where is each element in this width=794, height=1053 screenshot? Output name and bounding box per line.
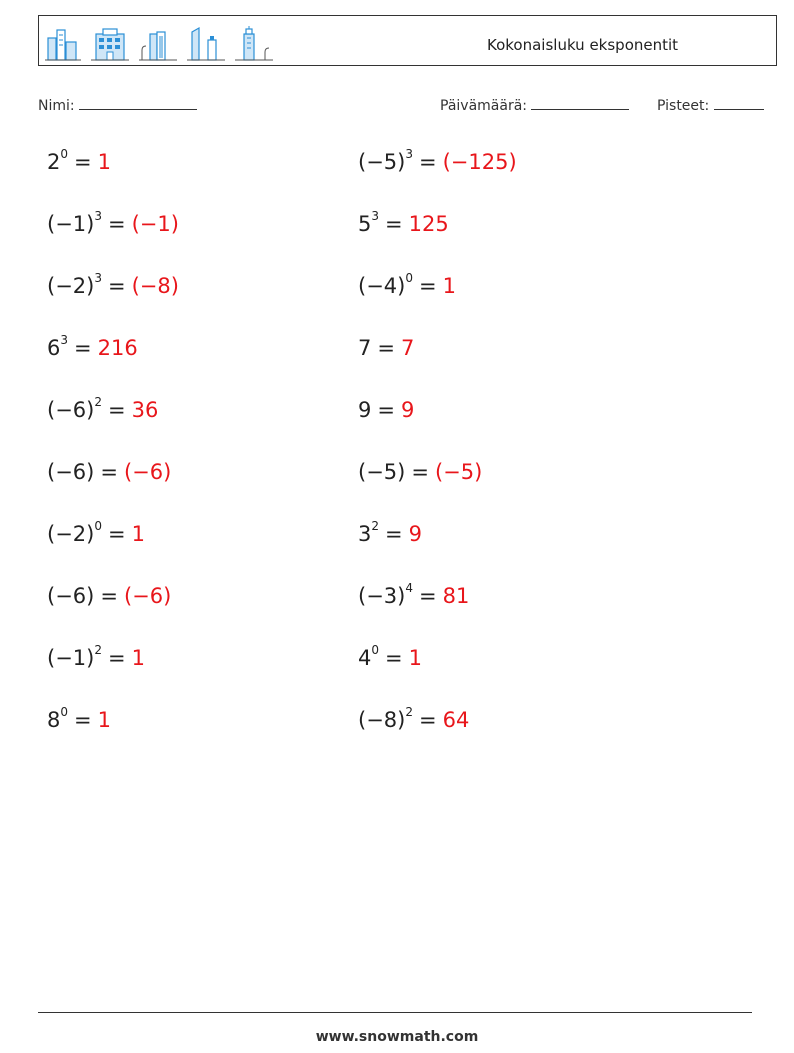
equals-sign: = (418, 150, 437, 174)
equals-sign: = (74, 336, 92, 360)
problem-exponent: 2 (94, 395, 102, 409)
problem-exponent: 0 (94, 519, 102, 533)
problem-item (47, 643, 145, 670)
problem-exponent: 3 (405, 147, 413, 161)
problem-answer: 64 (442, 708, 470, 732)
equals-sign: = (411, 460, 429, 484)
problem-answer: (−1) (131, 212, 179, 236)
problem-item (47, 333, 138, 360)
problem-item (47, 705, 111, 732)
apartment-building-icon (91, 26, 129, 62)
twin-towers-icon (187, 26, 225, 62)
problem-answer: 81 (442, 584, 470, 608)
problem-exponent: 4 (405, 581, 413, 595)
problem-base: (−8) (358, 708, 406, 732)
logo-row (45, 22, 273, 62)
problem-answer: 1 (97, 708, 111, 732)
problem-base: (−2) (47, 522, 95, 546)
problem-item (358, 398, 414, 422)
problem-answer: (−125) (442, 150, 517, 174)
problem-item (47, 519, 145, 546)
problem-answer: 216 (97, 336, 138, 360)
problem-base: (−1) (47, 212, 95, 236)
problem-answer: 1 (442, 274, 456, 298)
problem-exponent: 2 (94, 643, 102, 657)
equals-sign: = (74, 708, 92, 732)
problem-exponent: 3 (94, 271, 102, 285)
footer-url: www.snowmath.com (315, 1029, 479, 1045)
problem-base: (−1) (47, 646, 95, 670)
date-field (440, 95, 629, 114)
problem-base: 5 (358, 212, 372, 236)
score-blank[interactable] (714, 95, 764, 110)
problem-answer: (−5) (434, 460, 483, 484)
problem-base: (−3) (358, 584, 406, 608)
problem-base: (−6) (47, 398, 95, 422)
problem-answer: 9 (408, 522, 422, 546)
problem-item (47, 147, 111, 174)
problem-base: (−4) (358, 274, 406, 298)
problem-base: 4 (358, 646, 372, 670)
skyscraper-lamp-icon (139, 26, 177, 62)
equals-sign: = (107, 274, 126, 298)
equals-sign: = (107, 212, 126, 236)
problem-item (47, 584, 171, 608)
equals-sign: = (74, 150, 92, 174)
footer-divider (38, 1012, 752, 1013)
equals-sign: = (418, 274, 437, 298)
problem-item (358, 581, 470, 608)
problem-base: (−6) (47, 584, 95, 608)
problem-answer: 125 (408, 212, 449, 236)
score-field (657, 95, 764, 114)
problem-item (47, 395, 159, 422)
equals-sign: = (107, 646, 126, 670)
problem-item (47, 271, 179, 298)
problem-item (358, 643, 422, 670)
problem-answer: 7 (400, 336, 415, 360)
problem-base: (−2) (47, 274, 95, 298)
problem-answer: (−6) (123, 460, 172, 484)
problem-base: 3 (358, 522, 372, 546)
equals-sign: = (377, 398, 395, 422)
score-label: Pisteet: (657, 98, 710, 114)
problem-base: 8 (47, 708, 61, 732)
problem-item (358, 519, 422, 546)
problem-exponent: 3 (371, 209, 380, 223)
problem-exponent: 0 (60, 147, 69, 161)
equals-sign: = (107, 522, 126, 546)
problem-answer: 9 (400, 398, 415, 422)
problem-exponent: 0 (371, 643, 380, 657)
equals-sign: = (418, 584, 437, 608)
name-label: Nimi: (38, 98, 75, 114)
equals-sign: = (385, 212, 403, 236)
problem-exponent: 3 (94, 209, 102, 223)
problem-answer: 1 (131, 646, 145, 670)
problem-item (358, 460, 482, 484)
problem-answer: (−6) (123, 584, 172, 608)
problem-base: 9 (358, 398, 372, 422)
problem-item (358, 271, 456, 298)
problem-exponent: 0 (60, 705, 69, 719)
problem-item (358, 209, 449, 236)
name-blank[interactable] (79, 95, 197, 110)
equals-sign: = (100, 584, 118, 608)
problem-answer: 1 (408, 646, 422, 670)
name-field (38, 95, 197, 114)
problem-item (358, 147, 517, 174)
problem-exponent: 2 (371, 519, 380, 533)
problem-base: 7 (358, 336, 372, 360)
header-box (38, 15, 777, 66)
equals-sign: = (385, 646, 403, 670)
problem-item (358, 336, 414, 360)
problem-item (358, 705, 470, 732)
problem-exponent: 3 (60, 333, 69, 347)
equals-sign: = (100, 460, 118, 484)
problem-base: 2 (47, 150, 61, 174)
city-building-icon (45, 26, 81, 62)
problem-item (47, 209, 179, 236)
equals-sign: = (385, 522, 403, 546)
problem-exponent: 2 (405, 705, 413, 719)
problem-answer: 1 (131, 522, 145, 546)
problem-base: (−5) (358, 460, 406, 484)
tower-lamp-icon (235, 26, 273, 62)
problem-answer: 1 (97, 150, 111, 174)
problem-item (47, 460, 171, 484)
equals-sign: = (377, 336, 395, 360)
problem-base: (−5) (358, 150, 406, 174)
equals-sign: = (418, 708, 437, 732)
date-label: Päivämäärä: (440, 98, 527, 114)
equals-sign: = (107, 398, 126, 422)
problem-answer: 36 (131, 398, 159, 422)
problem-exponent: 0 (405, 271, 413, 285)
worksheet-title: Kokonaisluku eksponentit (487, 36, 679, 54)
date-blank[interactable] (531, 95, 629, 110)
problem-base: 6 (47, 336, 61, 360)
problem-answer: (−8) (131, 274, 179, 298)
problem-base: (−6) (47, 460, 95, 484)
